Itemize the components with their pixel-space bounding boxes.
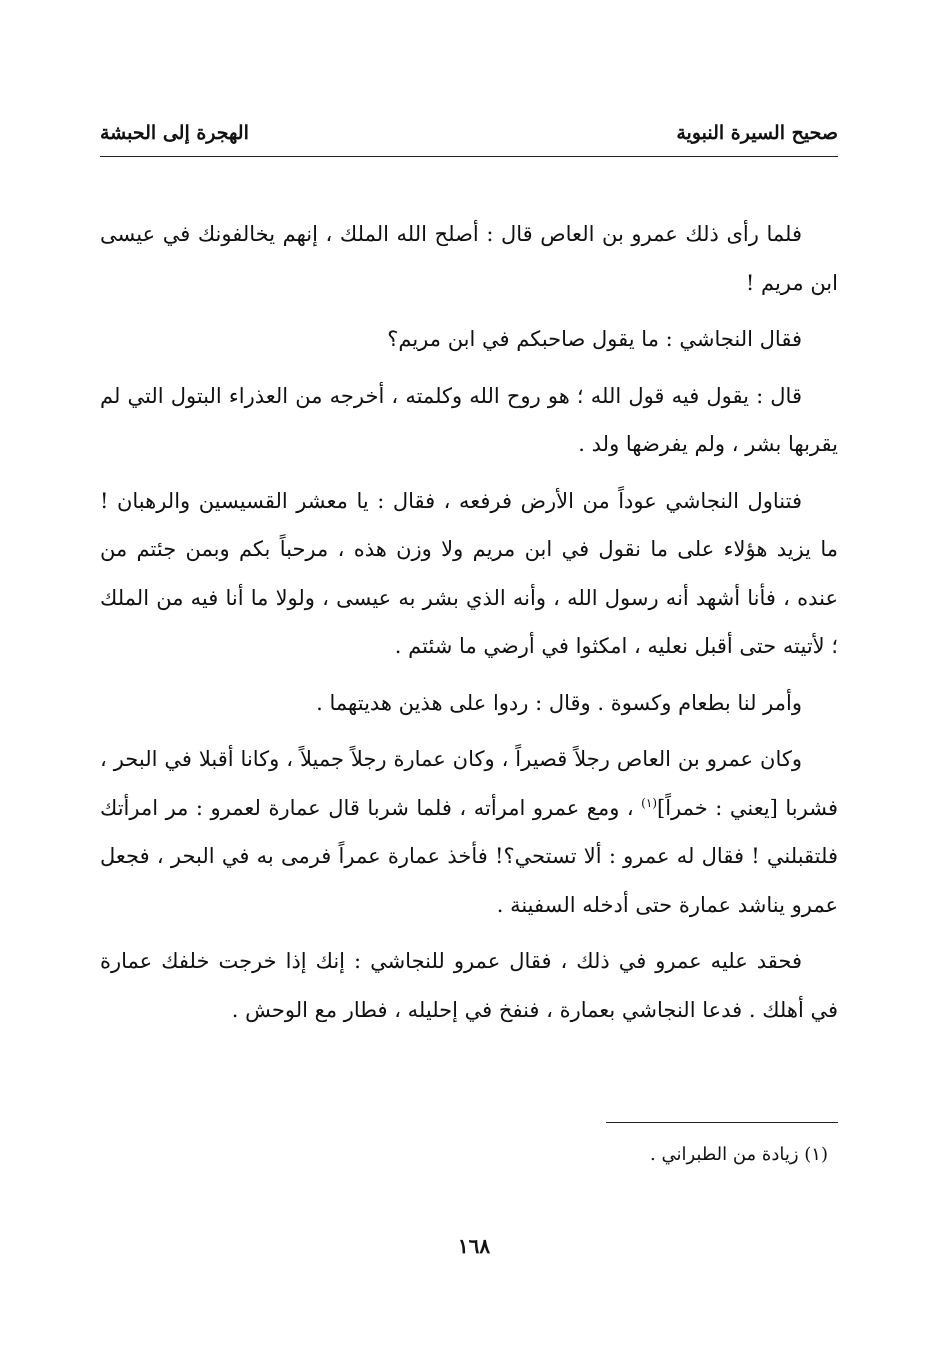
main-text [100, 210, 838, 1042]
paragraph: وأمر لنا بطعام وكسوة . وقال : ردوا على هذين هديتهما . [316, 690, 802, 715]
footnote-reference: (١) [641, 795, 657, 810]
paragraph [100, 735, 838, 929]
paragraph: فحقد عليه عمرو في ذلك ، فقال عمرو للنجاشي : إنك إذا خرجت خلفك عمارة في أهلك . فدعا النجاشي بعمارة ، فنفخ في إحليله ، فطار مع الوحش . [100, 949, 838, 1022]
chapter-title: الهجرة إلى الحبشة [100, 122, 249, 144]
book-title: صحيح السيرة النبوية [676, 122, 838, 144]
paragraph: فلما رأى ذلك عمرو بن العاص قال : أصلح الله الملك ، إنهم يخالفونك في عيسى ابن مريم ! [100, 222, 838, 295]
page-number: ١٦٨ [457, 1234, 491, 1258]
footnote-divider [606, 1122, 838, 1123]
paragraph: قال : يقول فيه قول الله ؛ هو روح الله وكلمته ، أخرجه من العذراء البتول التي لم يقربها بشر ، ولم يفرضها ولد . [100, 383, 838, 456]
paragraph-text: وكان عمرو بن العاص رجلاً قصيراً ، وكان عمارة رجلاً جميلاً ، وكانا أقبلا في البحر ، فشربا [يعني : خمراً] [100, 747, 838, 820]
paragraph: فتناول النجاشي عوداً من الأرض فرفعه ، فقال : يا معشر القسيسين والرهبان ! ما يزيد هؤلاء على ما نقول في ابن مريم ولا وزن هذه ، مرحباً بكم وبمن جئتم من عنده ، فأنا أشهد أنه رسول الله ، وأنه الذي بشر به عيسى ، ولولا ما أنا فيه من الملك ؛ لأتيته حتى أقبل نعليه ، امكثوا في أرضي ما شئتم . [100, 488, 838, 658]
paragraph-text: ، ومع عمرو امرأته ، فلما شربا قال عمارة لعمرو : مر امرأتك فلتقبلني ! فقال له عمرو : ألا تستحي؟! فأخذ عمارة عمراً فرمى به في البحر ، فجعل عمرو يناشد عمارة حتى أدخله السفينة . [100, 795, 838, 917]
paragraph: فقال النجاشي : ما يقول صاحبكم في ابن مريم؟ [387, 327, 802, 351]
footnote: (١) زيادة من الطبراني . [650, 1144, 828, 1165]
running-header [100, 122, 838, 157]
